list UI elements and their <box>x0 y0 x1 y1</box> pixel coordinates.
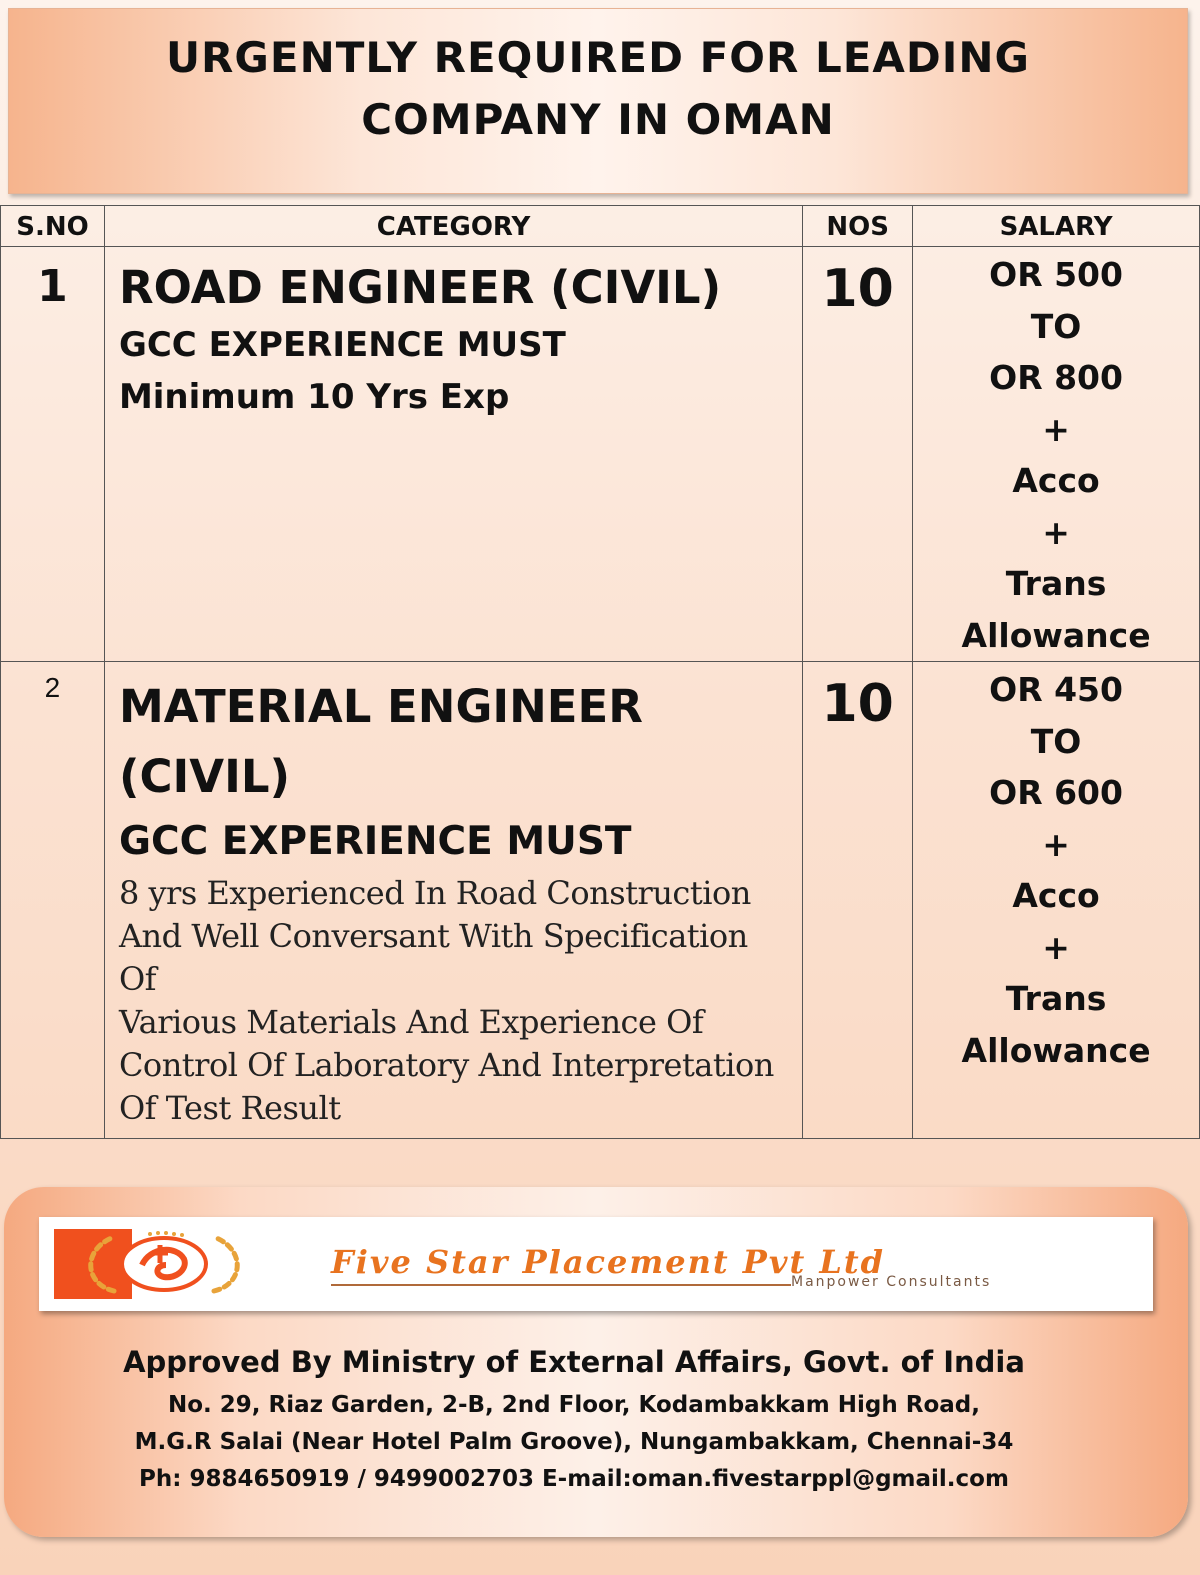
salary-line: TO <box>1030 721 1082 761</box>
row-salary <box>913 662 1200 1139</box>
address-line-1: No. 29, Riaz Garden, 2-B, 2nd Floor, Kodambakkam High Road, <box>167 1392 980 1418</box>
salary-line: OR 600 <box>989 773 1123 812</box>
description-line: Control Of Laboratory And Interpretation <box>118 1046 774 1084</box>
description-line: Of Test Result <box>118 1089 341 1127</box>
header-category: CATEGORY <box>104 206 802 247</box>
company-underline <box>331 1284 791 1286</box>
description-line: 8 yrs Experienced In Road Construction <box>118 874 751 912</box>
jobs-table <box>0 205 1200 1139</box>
job-title: ROAD ENGINEER (CIVIL) <box>118 261 722 314</box>
company-logo-box <box>39 1217 1153 1311</box>
salary-line: OR 500 <box>989 255 1123 294</box>
salary-line: + <box>1042 824 1070 864</box>
job-title-line-1: MATERIAL ENGINEER <box>118 680 643 733</box>
salary-line: OR 800 <box>989 358 1123 397</box>
company-name: Five Star Placement Pvt Ltd <box>331 1243 886 1281</box>
row-sno: 1 <box>1 247 105 662</box>
salary-line: Allowance <box>961 1030 1151 1070</box>
table-row <box>1 247 1200 662</box>
row-category <box>104 247 802 662</box>
salary-line: Allowance <box>961 615 1151 655</box>
header-nos: NOS <box>803 206 913 247</box>
salary-line: Acco <box>1012 876 1100 915</box>
salary-line: OR 450 <box>989 670 1123 709</box>
footer-card <box>4 1187 1188 1537</box>
job-requirement: GCC EXPERIENCE MUST <box>118 325 566 365</box>
table-header-row <box>1 206 1200 247</box>
table-row <box>1 662 1200 1139</box>
row-nos: 10 <box>803 662 913 1139</box>
job-title-line-2: (CIVIL) <box>118 750 291 803</box>
salary-line: + <box>1042 409 1070 449</box>
header-sno: S.NO <box>1 206 105 247</box>
job-description <box>119 872 790 1130</box>
company-tagline: Manpower Consultants <box>791 1274 992 1290</box>
description-line: Various Materials And Experience Of <box>118 1003 704 1041</box>
address-line-2: M.G.R Salai (Near Hotel Palm Groove), Nungambakkam, Chennai-34 <box>134 1429 1014 1455</box>
page-title <box>118 27 1078 151</box>
row-sno: 2 <box>1 662 105 1139</box>
row-nos: 10 <box>803 247 913 662</box>
salary-line: + <box>1042 927 1070 967</box>
header-banner <box>8 8 1188 194</box>
title-line-1: URGENTLY REQUIRED FOR LEADING <box>165 33 1031 82</box>
header-salary: SALARY <box>913 206 1200 247</box>
description-line: And Well Conversant With Specification Of <box>118 917 748 998</box>
row-category <box>104 662 802 1139</box>
salary-line: Acco <box>1012 461 1100 500</box>
contact-line: Ph: 9884650919 / 9499002703 E-mail:oman.fivestarppl@gmail.com <box>139 1466 1009 1492</box>
salary-line: + <box>1042 512 1070 552</box>
salary-line: Trans <box>1005 564 1107 603</box>
job-detail: Minimum 10 Yrs Exp <box>118 377 510 417</box>
job-requirement: GCC EXPERIENCE MUST <box>118 819 632 864</box>
salary-line: Trans <box>1005 979 1107 1018</box>
title-line-2: COMPANY IN OMAN <box>361 95 835 144</box>
salary-line: TO <box>1030 306 1082 346</box>
approval-text: Approved By Ministry of External Affairs, Govt. of India <box>123 1345 1025 1379</box>
laurel-logo-icon <box>54 1229 274 1299</box>
row-salary <box>913 247 1200 662</box>
